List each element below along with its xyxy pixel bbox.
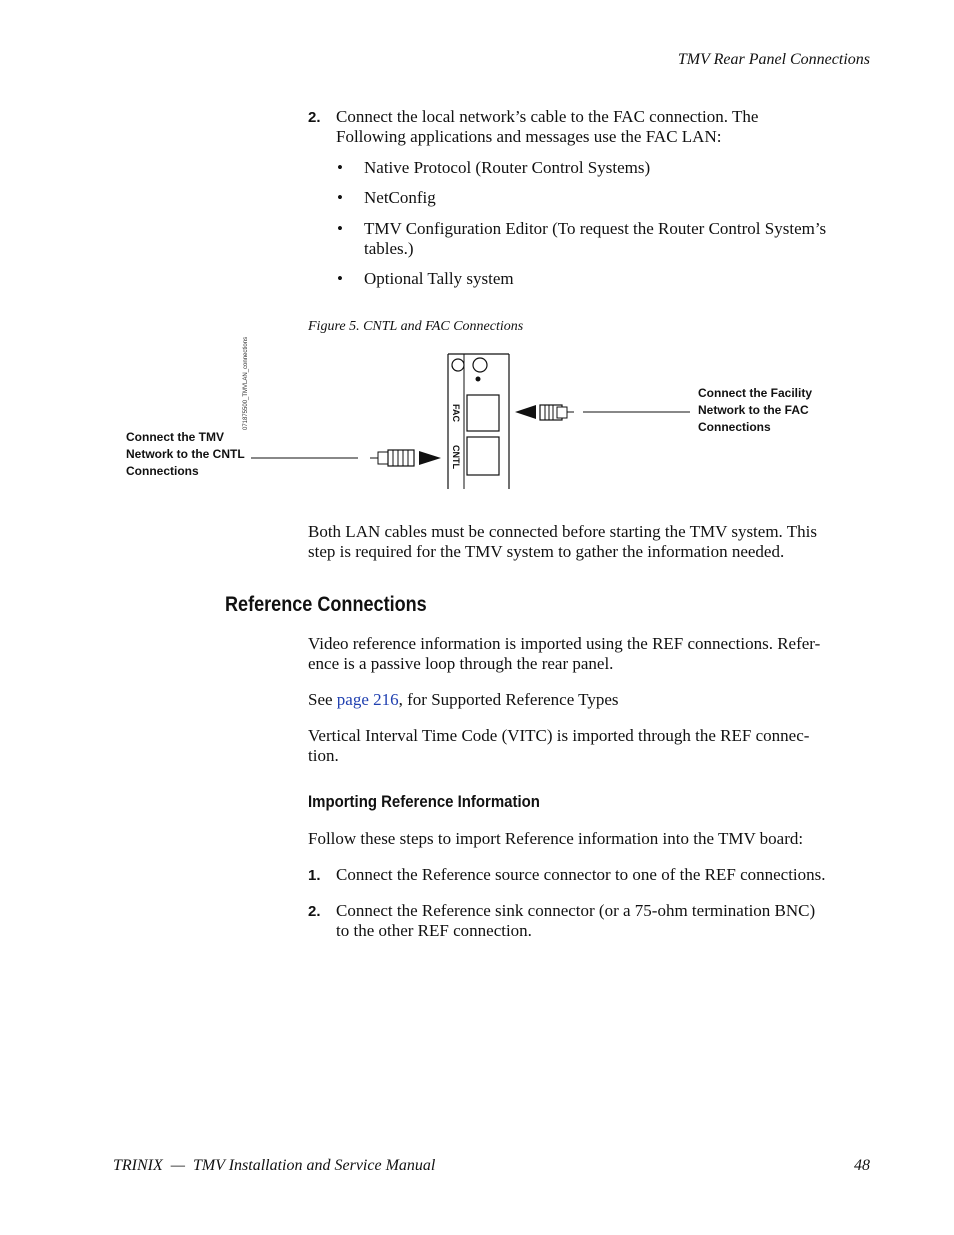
bullet-item: Optional Tally system: [364, 269, 514, 288]
bullet-symbol: •: [337, 188, 343, 207]
step-text-line: to the other REF connection.: [336, 921, 532, 940]
page-link[interactable]: page 216: [336, 690, 399, 709]
cntl-port: [467, 437, 499, 475]
bullet-item: NetConfig: [364, 188, 436, 207]
step-text-line: Connect the Reference source connector to one of the REF connections.: [336, 865, 826, 884]
callout-line: Connect the TMV: [126, 430, 224, 444]
paragraph-line: Vertical Interval Time Code (VITC) is imported through the REF connec-: [308, 726, 810, 745]
step-number: 2.: [308, 903, 321, 920]
bullet-symbol: •: [337, 269, 343, 288]
step-text-line: Connect the Reference sink connector (or a 75-ohm termination BNC): [336, 901, 816, 920]
paragraph-line: Video reference information is imported using the REF connections. Refer-: [308, 634, 821, 653]
see-suffix: , for Supported Reference Types: [398, 690, 619, 709]
callout-line: Network to the FAC: [698, 403, 809, 417]
led-icon: [476, 377, 481, 382]
callout-fac: [698, 385, 812, 436]
callout-line: Connections: [126, 464, 199, 478]
see-prefix: See: [308, 690, 337, 709]
figure-code-text: 071875500_TMVLAN_connections: [243, 336, 249, 430]
step-text-line: Following applications and messages use the FAC LAN:: [336, 127, 722, 146]
see-reference-line: [308, 690, 619, 710]
callout-line: Connections: [698, 420, 771, 434]
step-number: 1.: [308, 867, 321, 884]
bullet-symbol: •: [337, 219, 343, 238]
fac-cable-connector: [515, 405, 690, 420]
section-heading: Reference Connections: [225, 593, 427, 616]
bullet-item: Native Protocol (Router Control Systems): [364, 158, 651, 177]
footer-manual-title: TRINIX — TMV Installation and Service Manual: [113, 1157, 436, 1174]
figure-cntl-fac: [0, 0, 954, 520]
subsection-heading: Importing Reference Information: [308, 792, 540, 811]
fac-port: [467, 395, 499, 431]
running-header: TMV Rear Panel Connections: [677, 51, 870, 68]
paragraph-line: Both LAN cables must be connected before starting the TMV system. This: [308, 522, 817, 541]
arrow-right-icon: [419, 451, 441, 465]
cntl-cable-connector: [251, 450, 441, 466]
panel-screw-icon: [473, 358, 487, 372]
paragraph-line: Follow these steps to import Reference information into the TMV board:: [308, 829, 804, 848]
callout-cntl: [126, 429, 245, 480]
callout-line: Network to the CNTL: [126, 447, 245, 461]
footer-page-number: 48: [854, 1157, 870, 1174]
arrow-left-icon: [515, 405, 536, 419]
bullet-item-continued: tables.): [364, 239, 414, 258]
port-label-fac-text: FAC: [451, 404, 461, 422]
port-label-cntl-text: CNTL: [451, 445, 461, 469]
bullet-item: TMV Configuration Editor (To request the Router Control System’s: [364, 219, 827, 238]
paragraph-line: ence is a passive loop through the rear panel.: [308, 654, 614, 673]
paragraph-line: tion.: [308, 746, 339, 765]
step-number: 2.: [308, 109, 321, 126]
paragraph-line: step is required for the TMV system to gather the information needed.: [308, 542, 785, 561]
step-text-line: Connect the local network’s cable to the FAC connection. The: [336, 107, 759, 126]
bullet-symbol: •: [337, 158, 343, 177]
figure-caption: Figure 5. CNTL and FAC Connections: [308, 319, 524, 334]
callout-line: Connect the Facility: [698, 386, 813, 400]
